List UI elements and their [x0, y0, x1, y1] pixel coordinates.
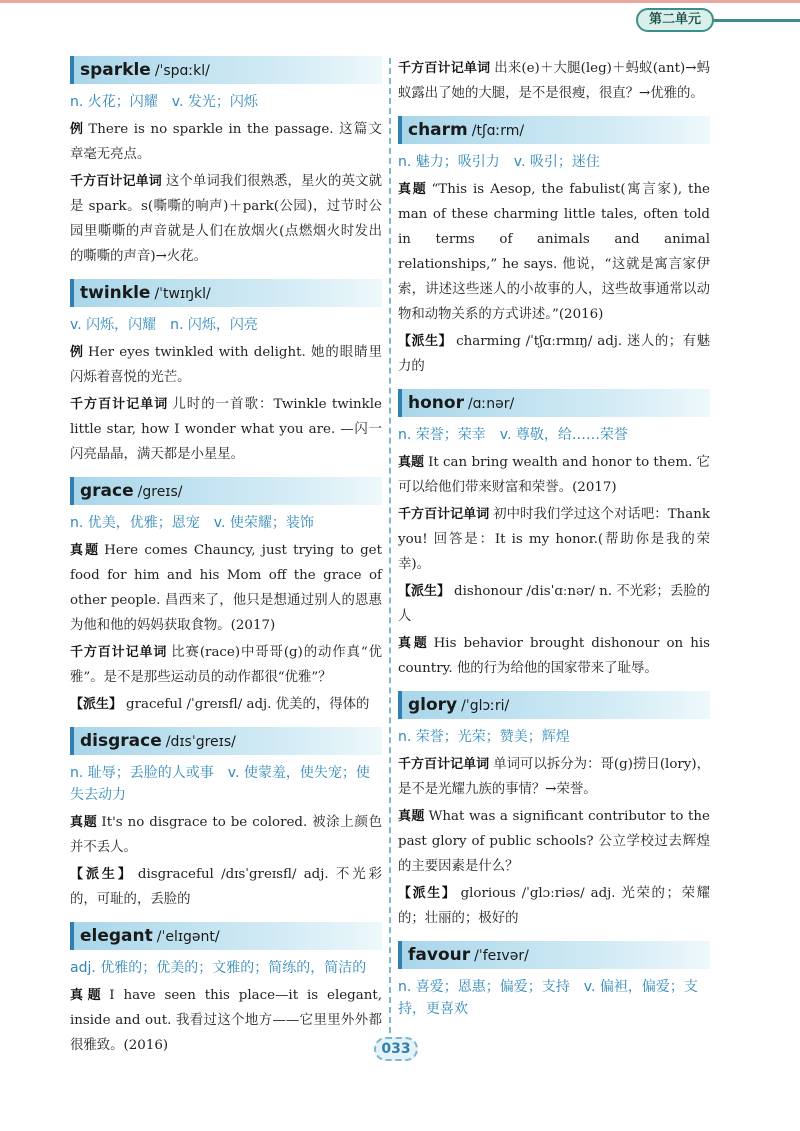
dictionary-entry: [70, 279, 382, 467]
headword: charm: [408, 120, 468, 140]
paragraph-tag: 例: [70, 345, 85, 360]
dictionary-entry: [398, 691, 710, 931]
headword-bar: [398, 691, 710, 719]
paragraph-text: Her eyes twinkled with delight. 她的眼睛里闪烁着喜悦的光芒。: [70, 345, 382, 385]
entry-paragraph: [398, 804, 710, 879]
entry-paragraph: [70, 117, 382, 167]
entry-paragraph: [70, 392, 382, 467]
headword: disgrace: [80, 731, 162, 751]
part-of-speech: v. 闪烁，闪耀 n. 闪烁，闪亮: [70, 317, 258, 333]
part-of-speech: n. 魅力；吸引力 v. 吸引；迷住: [398, 154, 600, 170]
entry-paragraph: [70, 169, 382, 269]
phonetic: /greɪs/: [137, 484, 183, 500]
paragraph-text: It can bring wealth and honor to them. 它可以给他们带来财富和荣誉。(2017): [398, 455, 710, 495]
paragraph-text: 比赛(race)中哥哥(g)的动作真“优雅”。是不是那些运动员的动作都很“优雅”？: [70, 645, 382, 685]
entry-paragraph: [70, 692, 382, 717]
paragraph-text: 初中时我们学过这个对话吧：Thank you! 回答是：It is my honor.(帮助你是我的荣幸)。: [398, 507, 710, 572]
headword: favour: [408, 945, 471, 965]
dictionary-entry: [398, 389, 710, 681]
left-column: [70, 56, 382, 1068]
headword: honor: [408, 393, 464, 413]
headword: twinkle: [80, 283, 151, 303]
part-of-speech: n. 荣誉；荣幸 v. 尊敬，给……荣誉: [398, 427, 628, 443]
headword: sparkle: [80, 60, 151, 80]
paragraph-text: glorious /ˈglɔːriəs/ adj. 光荣的；荣耀的；壮丽的；极好的: [398, 886, 710, 926]
page-number: 033: [374, 1037, 418, 1061]
part-of-speech: n. 荣誉；光荣；赞美；辉煌: [398, 729, 570, 745]
paragraph-text: 这个单词我们很熟悉，星火的英文就是 spark。s(嘶嘶的响声)＋park(公园)，过节时公园里嘶嘶的声音就是人们在放烟火(点燃烟火时发出的嘶嘶的声音)→火花。: [70, 174, 382, 264]
entry-paragraph: [70, 810, 382, 860]
headword-bar: [70, 477, 382, 505]
paragraph-text: There is no sparkle in the passage. 这篇文章毫无亮点。: [70, 122, 382, 162]
paragraph-text: 出来(e)＋大腿(leg)＋蚂蚁(ant)→蚂蚁露出了她的大腿，是不是很瘦，很直？→优雅的。: [398, 61, 710, 101]
paragraph-tag: 真题: [70, 543, 101, 558]
paragraph-tag: 真题: [70, 988, 106, 1003]
headword: grace: [80, 481, 134, 501]
phonetic: /dɪsˈgreɪs/: [165, 734, 236, 750]
entry-paragraph: [70, 340, 382, 390]
phonetic: /tʃɑːrm/: [471, 123, 525, 139]
paragraph-text: disgraceful /dɪsˈgreɪsfl/ adj. 不光彩的，可耻的，丢脸的: [70, 867, 382, 907]
headword-bar: [70, 279, 382, 307]
entry-paragraph: [398, 631, 710, 681]
dictionary-entry: [70, 727, 382, 912]
paragraph-tag: 千方百计记单词: [398, 507, 490, 522]
paragraph-text: It's no disgrace to be colored. 被涂上颜色并不丢人。: [70, 815, 382, 855]
dictionary-entry: [398, 941, 710, 1020]
paragraph-tag: 真题: [398, 182, 428, 197]
paragraph-tag: 真题: [398, 809, 425, 824]
right-column: [398, 56, 710, 1030]
phonetic: /ɑːnər/: [467, 396, 515, 412]
paragraph-text: I have seen this place—it is elegant, inside and out. 我看过这个地方——它里里外外都很雅致。(2016): [70, 988, 382, 1053]
phonetic: /ˈtwɪŋkl/: [154, 286, 211, 302]
paragraph-tag: 【派生】: [70, 697, 123, 712]
part-of-speech: adj. 优雅的；优美的；文雅的；简练的，简洁的: [70, 960, 367, 976]
column-divider: [389, 58, 391, 1033]
unit-tab: 第二单元: [636, 8, 714, 32]
dictionary-entry: [398, 116, 710, 379]
paragraph-text: charming /ˈtʃɑːrmɪŋ/ adj. 迷人的；有魅力的: [398, 334, 710, 374]
phonetic: /ˈelɪgənt/: [156, 929, 220, 945]
entry-paragraph: [70, 640, 382, 690]
entry-paragraph: [398, 56, 710, 106]
dictionary-entry: [398, 56, 710, 106]
entry-paragraph: [70, 538, 382, 638]
paragraph-tag: 【派生】: [70, 867, 134, 882]
paragraph-text: dishonour /disˈɑːnər/ n. 不光彩；丢脸的人: [398, 584, 710, 624]
paragraph-tag: 【派生】: [398, 584, 451, 599]
paragraph-tag: 【派生】: [398, 886, 457, 901]
paragraph-text: 单词可以拆分为：哥(g)捞日(lory)，是不是光耀九族的事情？→荣誉。: [398, 757, 710, 797]
paragraph-text: What was a significant contributor to the past glory of public schools? 公立学校过去辉煌的主要因素是什么？: [398, 809, 710, 874]
headword-bar: [70, 922, 382, 950]
paragraph-tag: 千方百计记单词: [398, 61, 491, 76]
phonetic: /ˈspɑːkl/: [154, 63, 210, 79]
unit-rule: [714, 19, 800, 22]
dictionary-entry: [70, 477, 382, 717]
part-of-speech: n. 优美，优雅；恩宠 v. 使荣耀；装饰: [70, 515, 314, 531]
paragraph-text: 儿时的一首歌：Twinkle twinkle little star, how I wonder what you are. —闪一闪亮晶晶，满天都是小星星。: [70, 397, 382, 462]
paragraph-tag: 【派生】: [398, 334, 453, 349]
paragraph-tag: 真题: [398, 455, 425, 470]
paragraph-tag: 真题: [70, 815, 98, 830]
entry-paragraph: [70, 983, 382, 1058]
paragraph-text: His behavior brought dishonour on his country. 他的行为给他的国家带来了耻辱。: [398, 636, 710, 676]
paragraph-tag: 例: [70, 122, 85, 137]
part-of-speech: n. 喜爱；恩惠；偏爱；支持 v. 偏袒，偏爱；支持，更喜欢: [398, 979, 698, 1017]
headword-bar: [398, 389, 710, 417]
entry-paragraph: [70, 862, 382, 912]
top-rule: [0, 0, 800, 3]
paragraph-text: graceful /ˈgreɪsfl/ adj. 优美的，得体的: [126, 697, 370, 712]
phonetic: /ˈfeɪvər/: [474, 948, 529, 964]
headword-bar: [70, 56, 382, 84]
entry-paragraph: [398, 177, 710, 327]
headword-bar: [70, 727, 382, 755]
part-of-speech: n. 火花；闪耀 v. 发光；闪烁: [70, 94, 258, 110]
paragraph-text: Here comes Chauncy, just trying to get food for him and his Mom off the grace of other people. 昌西来了，他只是想通过别人的恩惠为他和他的妈妈获取食物。(2017): [70, 543, 382, 633]
part-of-speech: n. 耻辱；丢脸的人或事 v. 使蒙羞，使失宠；使失去动力: [70, 765, 370, 803]
paragraph-tag: 千方百计记单词: [70, 397, 169, 412]
entry-paragraph: [398, 502, 710, 577]
entry-paragraph: [398, 329, 710, 379]
paragraph-text: “This is Aesop, the fabulist(寓言家), the man of these charming little tales, often told in terms of animals and animal relationships,” he says. 他说，“这就是寓言家伊索，讲述这些迷人的小故事的人，这些故事通常以动物和动物关系的方式讲述。”(2016): [398, 182, 710, 322]
paragraph-tag: 千方百计记单词: [70, 645, 168, 660]
phonetic: /ˈglɔːri/: [461, 698, 510, 714]
entry-paragraph: [398, 450, 710, 500]
entry-paragraph: [398, 752, 710, 802]
dictionary-entry: [70, 56, 382, 269]
headword-bar: [398, 116, 710, 144]
paragraph-tag: 千方百计记单词: [398, 757, 490, 772]
headword: elegant: [80, 926, 153, 946]
headword: glory: [408, 695, 458, 715]
entry-paragraph: [398, 881, 710, 931]
headword-bar: [398, 941, 710, 969]
entry-paragraph: [398, 579, 710, 629]
paragraph-tag: 真题: [398, 636, 430, 651]
paragraph-tag: 千方百计记单词: [70, 174, 162, 189]
dictionary-entry: [70, 922, 382, 1058]
